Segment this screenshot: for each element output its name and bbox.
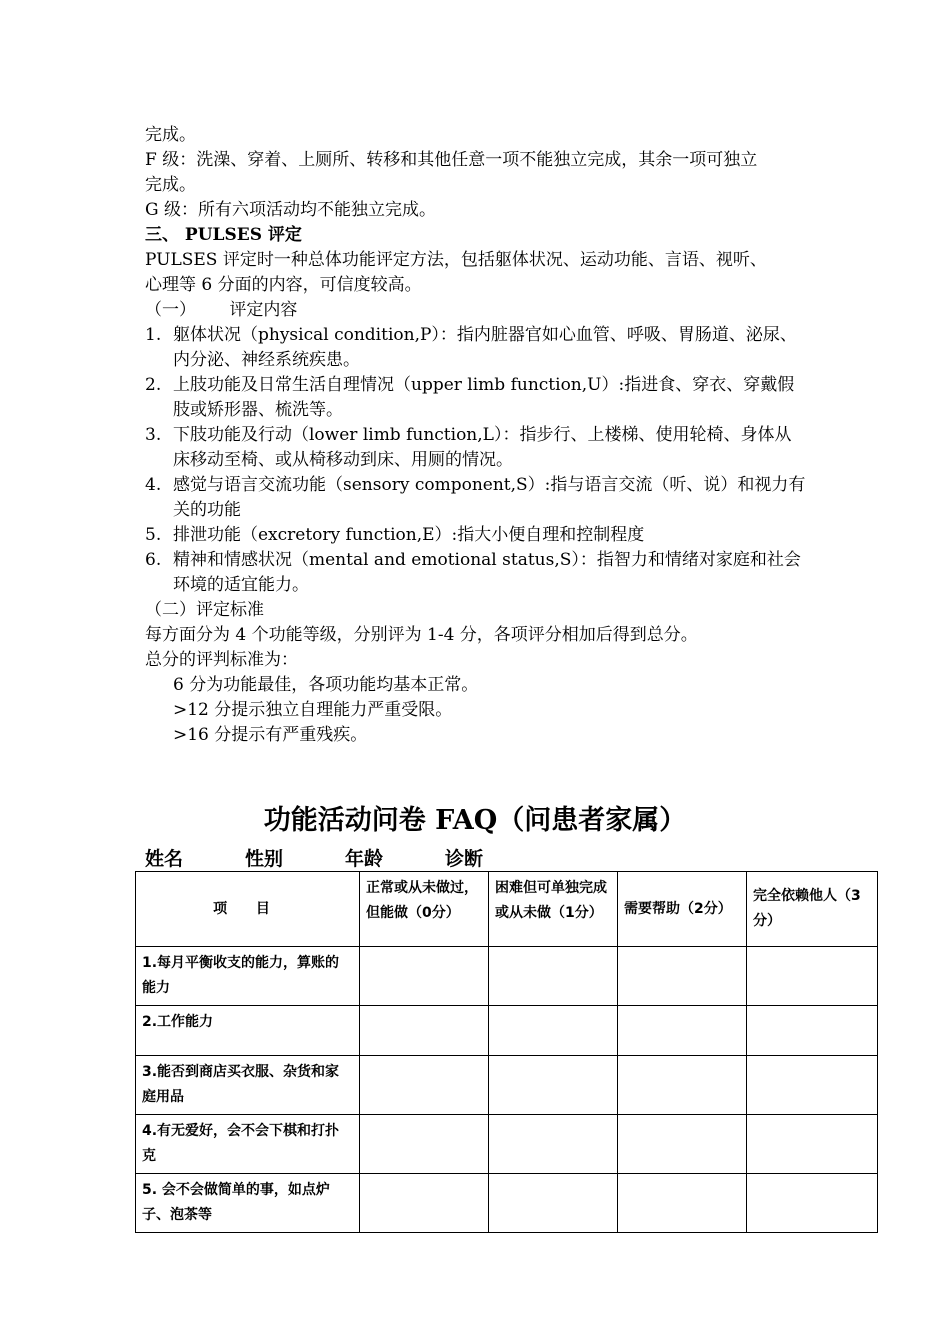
criterion-line: 6 分为功能最佳，各项功能均基本正常。 <box>173 675 479 695</box>
score-cell[interactable] <box>489 947 618 1006</box>
list-item-cont: 内分泌、神经系统疾患。 <box>173 350 360 370</box>
subheading-label: 评定内容 <box>229 300 298 320</box>
subheading-standard: （二）评定标准 <box>145 600 264 620</box>
list-item-cont: 床移动至椅、或从椅移动到床、用厕的情况。 <box>173 450 513 470</box>
score-cell[interactable] <box>747 1056 878 1115</box>
score-cell[interactable] <box>747 947 878 1006</box>
list-item: 6. 精神和情感状况（mental and emotional status,S）：指智力和情绪对家庭和社会 <box>145 550 801 570</box>
list-item: 5. 排泄功能（excretory function,E）:指大小便自理和控制程度 <box>145 525 645 545</box>
table-row <box>136 947 878 1006</box>
field-diagnosis-label: 诊断 <box>445 848 484 870</box>
list-item: 4. 感觉与语言交流功能（sensory component,S）:指与语言交流（听、说）和视力有 <box>145 475 806 495</box>
text-line: 完成。 <box>145 125 196 145</box>
text-line: 完成。 <box>145 175 196 195</box>
score-cell[interactable] <box>360 1056 489 1115</box>
score-cell[interactable] <box>618 1006 747 1056</box>
grade-g-line: G 级：所有六项活动均不能独立完成。 <box>145 200 436 220</box>
intro-line: 心理等 6 分面的内容，可信度较高。 <box>145 275 422 295</box>
header-item: 项 目 <box>136 872 360 947</box>
list-item: 1. 躯体状况（physical condition,P）：指内脏器官如心血管、呼吸、胃肠道、泌尿、 <box>145 325 797 345</box>
list-item-cont: 环境的适宜能力。 <box>173 575 309 595</box>
subheading-number: （一） <box>145 300 196 320</box>
score-cell[interactable] <box>747 1174 878 1233</box>
standard-line: 总分的评判标准为： <box>145 650 298 670</box>
section-heading: 三、 PULSES 评定 <box>145 225 302 245</box>
score-cell[interactable] <box>489 1056 618 1115</box>
score-cell[interactable] <box>618 1174 747 1233</box>
table-row <box>136 1006 878 1056</box>
subheading-content <box>145 298 815 323</box>
row-label: 5. 会不会做简单的事，如点炉子、泡茶等 <box>136 1174 360 1233</box>
patient-fields <box>145 846 483 872</box>
field-age-label: 年龄 <box>345 848 384 870</box>
grade-f-line: F 级：洗澡、穿着、上厕所、转移和其他任意一项不能独立完成，其余一项可独立 <box>145 150 758 170</box>
score-cell[interactable] <box>360 1115 489 1174</box>
row-label: 1.每月平衡收支的能力，算账的能力 <box>136 947 360 1006</box>
score-cell[interactable] <box>360 947 489 1006</box>
list-item: 3. 下肢功能及行动（lower limb function,L）：指步行、上楼梯、使用轮椅、身体从 <box>145 425 792 445</box>
list-item-cont: 肢或矫形器、梳洗等。 <box>173 400 343 420</box>
table-header-row <box>136 872 878 947</box>
list-item: 2. 上肢功能及日常生活自理情况（upper limb function,U）:指进食、穿衣、穿戴假 <box>145 375 795 395</box>
score-cell[interactable] <box>360 1174 489 1233</box>
standard-line: 每方面分为 4 个功能等级，分别评为 1-4 分，各项评分相加后得到总分。 <box>145 625 698 645</box>
score-cell[interactable] <box>618 1056 747 1115</box>
score-cell[interactable] <box>489 1174 618 1233</box>
criterion-line: >16 分提示有严重残疾。 <box>173 725 368 745</box>
score-cell[interactable] <box>618 1115 747 1174</box>
header-score-2: 需要帮助（2分） <box>618 872 747 947</box>
header-score-3: 完全依赖他人（3分） <box>747 872 878 947</box>
intro-line: PULSES 评定时一种总体功能评定方法，包括躯体状况、运动功能、言语、视听、 <box>145 250 767 270</box>
field-sex-label: 性别 <box>245 848 284 870</box>
score-cell[interactable] <box>747 1115 878 1174</box>
header-score-0: 正常或从未做过，但能做（0分） <box>360 872 489 947</box>
criterion-line: >12 分提示独立自理能力严重受限。 <box>173 700 453 720</box>
score-cell[interactable] <box>489 1115 618 1174</box>
faq-title: 功能活动问卷 FAQ（问患者家属） <box>263 805 687 836</box>
row-label: 4.有无爱好，会不会下棋和打扑克 <box>136 1115 360 1174</box>
field-name-label: 姓名 <box>145 848 184 870</box>
score-cell[interactable] <box>618 947 747 1006</box>
table-row <box>136 1174 878 1233</box>
list-item-cont: 关的功能 <box>173 500 241 520</box>
row-label: 3.能否到商店买衣服、杂货和家庭用品 <box>136 1056 360 1115</box>
score-cell[interactable] <box>489 1006 618 1056</box>
table-row <box>136 1056 878 1115</box>
row-label: 2.工作能力 <box>136 1006 360 1056</box>
table-row <box>136 1115 878 1174</box>
faq-table <box>135 871 878 1233</box>
header-score-1: 困难但可单独完成或从未做（1分） <box>489 872 618 947</box>
score-cell[interactable] <box>747 1006 878 1056</box>
score-cell[interactable] <box>360 1006 489 1056</box>
